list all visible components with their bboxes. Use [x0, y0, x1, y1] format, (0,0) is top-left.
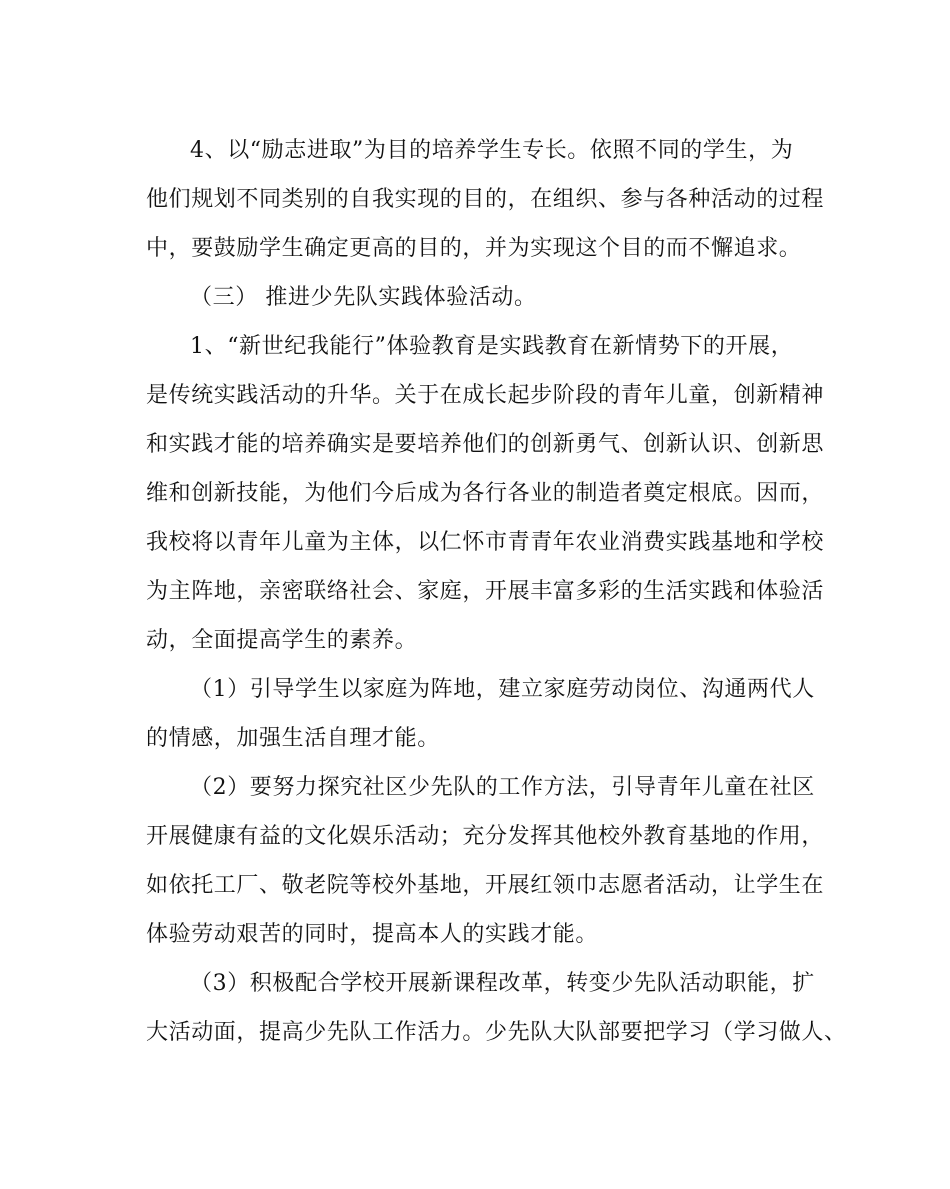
- text-line: 是传统实践活动的升华。关于在成长起步阶段的青年儿童，创新精神: [146, 383, 825, 408]
- paragraph-subitem-1: [146, 665, 815, 763]
- text-line: 中，要鼓励学生确定更高的目的，并为实现这个目的而不懈追求。: [146, 236, 802, 261]
- heading-text: （三） 推进少先队实践体验活动。: [190, 285, 537, 310]
- text-line: 维和创新技能，为他们今后成为各行各业的制造者奠定根底。因而，: [146, 481, 825, 506]
- text-line: 1、“新世纪我能行”体验教育是实践教育在新情势下的开展，: [190, 334, 794, 359]
- document-body: [146, 126, 847, 1057]
- text-line: 体验劳动艰苦的同时，提高本人的实践才能。: [146, 922, 599, 947]
- text-line: 动，全面提高学生的素养。: [146, 628, 418, 653]
- text-line: 4、以“励志进取”为目的培养学生专长。依照不同的学生，为: [190, 138, 794, 163]
- text-line: 和实践才能的培养确实是要培养他们的创新勇气、创新认识、创新思: [146, 432, 825, 457]
- text-line: （1）引导学生以家庭为阵地，建立家庭劳动岗位、沟通两代人: [190, 677, 815, 702]
- text-line: 如依托工厂、敬老院等校外基地，开展红领巾志愿者活动，让学生在: [146, 873, 825, 898]
- paragraph-subitem-3: [146, 959, 847, 1057]
- text-line: （3）积极配合学校开展新课程改革，转变少先队活动职能，扩: [190, 971, 815, 996]
- text-line: 大活动面，提高少先队工作活力。少先队大队部要把学习（学习做人、: [146, 1020, 847, 1045]
- section-heading-3: [146, 273, 806, 322]
- text-line: 我校将以青年儿童为主体，以仁怀市青青年农业消费实践基地和学校: [146, 530, 825, 555]
- text-line: 为主阵地，亲密联络社会、家庭，开展丰富多彩的生活实践和体验活: [146, 579, 825, 604]
- paragraph-subitem-2: [146, 763, 825, 959]
- text-line: （2）要努力探究社区少先队的工作方法，引导青年儿童在社区: [190, 775, 815, 800]
- paragraph-item-1: [146, 322, 825, 665]
- paragraph-item-4: [146, 126, 825, 273]
- text-line: 的情感，加强生活自理才能。: [146, 726, 440, 751]
- text-line: 开展健康有益的文化娱乐活动；充分发挥其他校外教育基地的作用，: [146, 824, 825, 849]
- text-line: 他们规划不同类别的自我实现的目的，在组织、参与各种活动的过程: [146, 187, 825, 212]
